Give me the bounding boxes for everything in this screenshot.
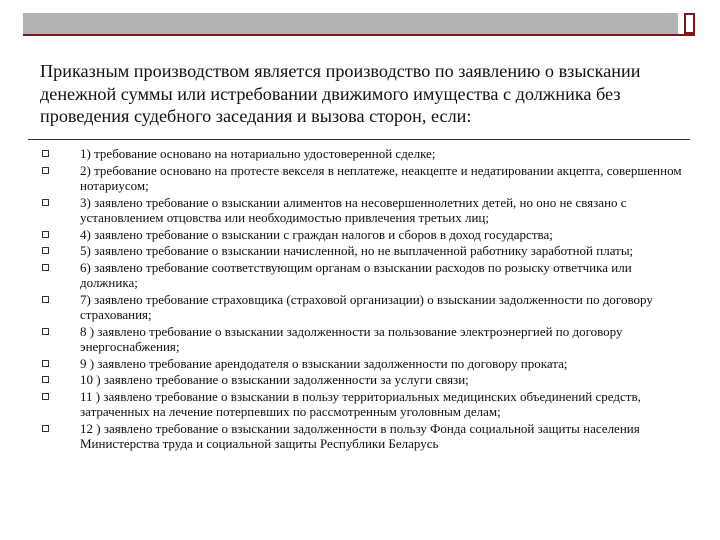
square-bullet-icon — [42, 425, 49, 432]
header-corner-box — [684, 13, 695, 34]
title-divider — [28, 139, 690, 140]
list-item — [40, 292, 690, 323]
list-item — [40, 372, 690, 388]
list-item — [40, 163, 690, 194]
list-item — [40, 146, 690, 162]
slide-title: Приказным производством является производство по заявлению о взыскании денежной суммы или истребовании движимого имущества с должника без проведения судебного заседания и вызова сторон, если: — [40, 61, 641, 127]
list-item-text: 8 ) заявлено требование о взыскании задолженности за пользование электроэнергией по договору энергоснабжения; — [80, 323, 623, 354]
square-bullet-icon — [42, 264, 49, 271]
square-bullet-icon — [42, 296, 49, 303]
square-bullet-icon — [42, 150, 49, 157]
square-bullet-icon — [42, 360, 49, 367]
list-item-text: 4) заявлено требование о взыскании с граждан налогов и сборов в доход государства; — [80, 226, 553, 242]
list-item-text: 10 ) заявлено требование о взыскании задолженности за услуги связи; — [80, 372, 469, 387]
list-item — [40, 195, 690, 226]
square-bullet-icon — [42, 393, 49, 400]
list-item-text: 5) заявлено требование о взыскании начисленной, но не выплаченной работнику заработной платы; — [80, 243, 634, 258]
list-item-text: 1) требование основано на нотариально удостоверенной сделке; — [80, 146, 436, 161]
square-bullet-icon — [42, 199, 49, 206]
square-bullet-icon — [42, 167, 49, 174]
square-bullet-icon — [42, 231, 49, 238]
list-item — [40, 227, 690, 243]
requirements-list — [40, 146, 690, 453]
list-item-text: 6) заявлено требование соответствующим органам о взыскании расходов по розыску ответчика или должника; — [80, 259, 632, 290]
list-item-text: 3) заявлено требование о взыскании алиментов на несовершеннолетних детей, но оно не связано с установлением отцовства или необходимостью привлечения третьих лиц; — [80, 194, 627, 225]
square-bullet-icon — [42, 247, 49, 254]
list-item — [40, 356, 690, 372]
square-bullet-icon — [42, 376, 49, 383]
list-item — [40, 324, 690, 355]
header-band — [23, 13, 678, 34]
list-item — [40, 260, 690, 291]
list-item — [40, 389, 690, 420]
list-item-text: 7) заявлено требование страховщика (страховой организации) о взыскании задолженности по договору страхования; — [80, 291, 653, 322]
list-item-text: 2) требование основано на протесте векселя в неплатеже, неакцепте и недатировании акцепта, совершенном нотариусом; — [80, 162, 682, 193]
list-item-text: 11 ) заявлено требование о взыскании в пользу территориальных медицинских объединений средств, затраченных на лечение потерпевших по рассмотренным уголовным делам; — [80, 388, 641, 419]
list-item-text: 12 ) заявлено требование о взыскании задолженности в пользу Фонда социальной защиты населения Министерства труда и социальной защиты Республики Беларусь — [80, 420, 640, 451]
list-item — [40, 421, 690, 452]
list-item-text: 9 ) заявлено требование арендодателя о взыскании задолженности по договору проката; — [80, 355, 568, 371]
header-rule — [23, 34, 695, 36]
list-item — [40, 243, 690, 259]
square-bullet-icon — [42, 328, 49, 335]
